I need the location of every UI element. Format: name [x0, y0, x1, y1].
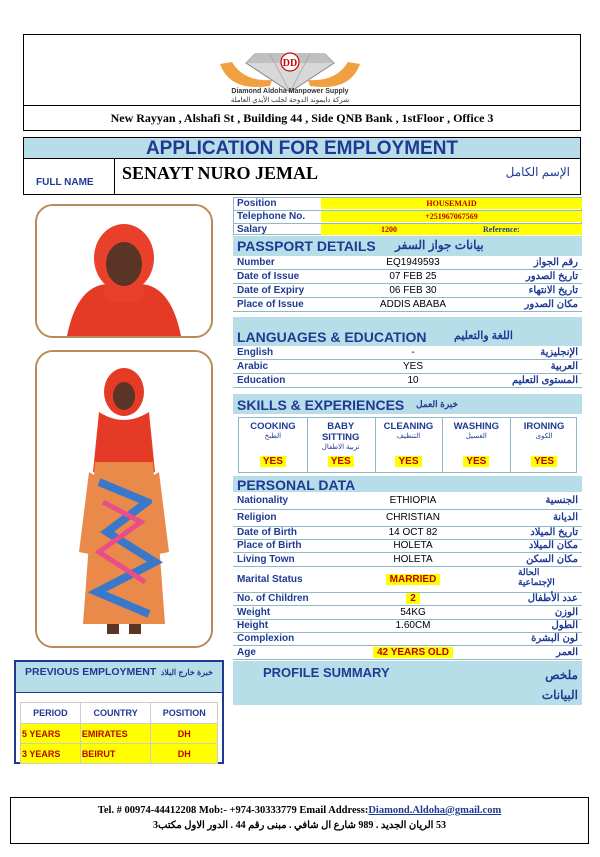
skill-washing: [442, 418, 511, 472]
profile-summary-heading: PROFILE SUMMARY: [263, 665, 390, 680]
personal-living-town-value-text: HOLETA: [393, 554, 433, 565]
footer-address-ar: 53 الريان الجديد . 989 شارع ال شافي . مبنى رقم 44 . الدور الاول مكتب3: [153, 820, 446, 831]
position-label: Position: [237, 198, 277, 209]
languages-heading: [233, 317, 582, 346]
passport-number-label-ar: رقم الجواز: [533, 257, 578, 268]
previous-period-text: 5 YEARS: [22, 728, 61, 739]
lang-english-value-text: -: [411, 347, 415, 358]
lang-arabic-value-text: YES: [402, 361, 423, 372]
personal-living-town-label-ar: مكان السكن: [526, 554, 578, 565]
previous-employment-title: PREVIOUS EMPLOYMENT: [25, 666, 157, 678]
previous-employment-header-row: [21, 703, 218, 724]
previous-period-text: 3 YEARS: [22, 748, 61, 759]
previous-employment-row: [21, 744, 218, 764]
telephone-value-cell: [321, 211, 582, 222]
skill-name-ar: تربية الاطفال: [321, 444, 360, 451]
personal-nationality-label: Nationality: [237, 495, 289, 506]
personal-religion-value: [328, 510, 498, 526]
previous-period: [21, 744, 81, 764]
passport-date-of-issue-value-text: 07 FEB 25: [389, 271, 437, 282]
previous-country-text: EMIRATES: [81, 728, 128, 739]
previous-period: [21, 724, 81, 744]
portrait-image: [37, 206, 211, 336]
skill-value-cell: [442, 451, 510, 469]
personal-marital-status-value: [328, 567, 498, 592]
personal-marital-status-label-ar: الحالة الإجتماعية: [518, 567, 555, 587]
passport-date-of-expiry-value: [328, 284, 498, 297]
personal-living-town-value: [328, 553, 498, 566]
skill-name-ar: الكوى: [535, 433, 553, 440]
skill-baby-sitting: [307, 418, 376, 472]
skill-name-ar: التنظيف: [396, 433, 421, 440]
skill-value-cell: [375, 451, 443, 469]
skill-name: IRONING: [523, 421, 565, 432]
personal-nationality-label-ar: الجنسية: [545, 495, 578, 506]
lang-arabic-label-ar: العربية: [550, 361, 578, 372]
personal-height-value-text: 1.60CM: [395, 620, 431, 631]
skill-value: YES: [395, 456, 421, 467]
personal-date-of-birth-value: [328, 527, 498, 539]
personal-age-value-text: 42 YEARS OLD: [373, 647, 453, 658]
skills-table: [238, 417, 577, 473]
languages-heading-text: LANGUAGES & EDUCATION: [237, 329, 427, 345]
personal-marital-status-row: [233, 567, 582, 593]
previous-country: [80, 724, 151, 744]
full-body-photo: [35, 350, 213, 648]
full-body-image: [37, 352, 211, 646]
application-title-bar: [23, 137, 581, 159]
personal-date-of-birth-row: [233, 527, 582, 540]
personal-age-value: [328, 646, 498, 659]
personal-religion-label-ar: الديانة: [552, 512, 578, 523]
company-address: [23, 105, 581, 131]
personal-height-label-ar: الطول: [551, 620, 578, 631]
personal-age-label-ar: العمر: [556, 647, 578, 658]
passport-number-row: [233, 256, 582, 270]
lang-education-value: [328, 374, 498, 387]
skills-heading: [233, 394, 582, 414]
personal-religion-row: [233, 510, 582, 527]
skills-heading-text: SKILLS & EXPERIENCES: [237, 397, 405, 413]
previous-employment-title-ar: خبرة خارج البلاد: [160, 668, 213, 677]
passport-date-of-issue-label-ar: تاريخ الصدور: [525, 271, 578, 282]
col-country: COUNTRY: [80, 703, 151, 724]
position-value: HOUSEMAID: [426, 199, 477, 208]
portrait-photo: [35, 204, 213, 338]
full-name-row: [23, 159, 581, 195]
skill-name: BABY SITTING: [321, 421, 360, 443]
skill-value-cell: [307, 451, 375, 469]
personal-weight-label: Weight: [237, 607, 271, 618]
passport-date-of-issue-row: [233, 270, 582, 284]
skills-heading-ar: خبرة العمل: [416, 399, 459, 409]
passport-number-value: [328, 256, 498, 269]
previous-position: [151, 724, 218, 744]
lang-education-value-text: 10: [407, 375, 419, 386]
personal-date-of-birth-label: Date of Birth: [237, 527, 297, 538]
personal-heading-text: PERSONAL DATA: [237, 477, 356, 493]
personal-nationality-value-text: ETHIOPIA: [389, 495, 437, 506]
skill-ironing: [510, 418, 578, 472]
footer-email-link[interactable]: Diamond.Aldoha@gmail.com: [368, 805, 502, 816]
personal-place-of-birth-row: [233, 540, 582, 553]
lang-english-label: English: [237, 347, 274, 358]
previous-position-text: DH: [177, 748, 191, 759]
skill-value-cell: [239, 451, 307, 469]
personal-height-row: [233, 620, 582, 633]
languages-heading-ar: اللغة والتعليم: [454, 330, 513, 342]
full-name-label-ar: الإسم الكامل: [505, 165, 570, 179]
passport-date-of-expiry-label-ar: تاريخ الانتهاء: [528, 285, 578, 296]
previous-employment-table: [20, 702, 218, 764]
telephone-row: [233, 210, 582, 224]
lang-education-row: [233, 374, 582, 388]
previous-employment-rows: [21, 724, 218, 764]
personal-religion-label: Religion: [237, 512, 277, 523]
passport-place-of-issue-label-ar: مكان الصدور: [524, 299, 578, 310]
passport-place-of-issue-value-text: ADDIS ABABA: [379, 299, 447, 310]
lang-english-value: [328, 346, 498, 359]
personal-marital-status-value-text: MARRIED: [386, 574, 441, 585]
reference-label: Reference:: [483, 225, 520, 234]
skill-value: YES: [328, 456, 354, 467]
personal-place-of-birth-label-ar: مكان الميلاد: [528, 540, 578, 551]
previous-employment-box: [14, 660, 224, 764]
personal-no-of-children-label-ar: عدد الأطفال: [527, 593, 578, 604]
company-name: Diamond Aldoha Manpower Supply: [231, 88, 349, 95]
skill-name-ar: الغسيل: [465, 433, 487, 440]
personal-no-of-children-row: [233, 593, 582, 606]
passport-date-of-issue-label: Date of Issue: [237, 271, 300, 282]
previous-position-text: DH: [177, 728, 191, 739]
personal-living-town-row: [233, 553, 582, 567]
company-address-text: New Rayyan , Alshafi St , Building 44 , Side QNB Bank , 1stFloor , Office 3: [110, 111, 494, 125]
previous-employment-row: [21, 724, 218, 744]
passport-heading-text: PASSPORT DETAILS: [237, 238, 376, 254]
full-name-divider: [114, 159, 115, 195]
profile-summary-heading-ar: ملخص البيانات: [541, 668, 578, 702]
position-row: [233, 197, 582, 211]
lang-education-label-ar: المستوى التعليم: [512, 375, 578, 386]
passport-number-value-text: EQ1949593: [386, 257, 440, 268]
skill-name: WASHING: [453, 421, 499, 432]
personal-complexion-row: [233, 633, 582, 646]
personal-date-of-birth-value-text: 14 OCT 82: [388, 527, 438, 538]
personal-age-label: Age: [237, 647, 256, 658]
previous-employment-header: [16, 662, 222, 693]
full-name-value: SENAYT NURO JEMAL: [122, 163, 319, 183]
skill-name: CLEANING: [383, 421, 434, 432]
lang-english-label-ar: الإنجليزية: [540, 347, 578, 358]
salary-label: Salary: [237, 224, 268, 235]
personal-heading: [233, 476, 582, 492]
personal-no-of-children-value-text: 2: [406, 593, 420, 604]
salary-value: 1200: [381, 225, 397, 234]
skill-cleaning: [375, 418, 444, 472]
personal-nationality-row: [233, 493, 582, 510]
personal-no-of-children-label: No. of Children: [237, 593, 309, 604]
personal-age-row: [233, 646, 582, 660]
personal-height-label: Height: [237, 620, 269, 631]
personal-height-value: [328, 620, 498, 632]
skill-cooking: [239, 418, 308, 472]
company-name-ar: شركة دايموند الدوحة لجلب الأيدي العاملة: [230, 97, 350, 104]
passport-place-of-issue-row: [233, 298, 582, 312]
personal-date-of-birth-label-ar: تاريخ الميلاد: [530, 527, 578, 538]
lang-education-label: Education: [237, 375, 286, 386]
full-name-label: FULL NAME: [36, 177, 94, 188]
telephone-label: Telephone No.: [237, 211, 306, 222]
personal-weight-value-text: 54KG: [400, 607, 426, 618]
skill-value: YES: [463, 456, 489, 467]
skill-value: YES: [531, 456, 557, 467]
skill-name: COOKING: [250, 421, 296, 432]
lang-arabic-label: Arabic: [237, 361, 269, 372]
personal-place-of-birth-value: [328, 540, 498, 552]
personal-nationality-value: [328, 493, 498, 509]
footer-contact-text: Tel. # 00974-44412208 Mob:- +974-30333779 Email Address:: [97, 805, 369, 816]
passport-date-of-issue-value: [328, 270, 498, 283]
position-value-cell: [321, 198, 582, 209]
page-title: APPLICATION FOR EMPLOYMENT: [145, 138, 459, 159]
passport-number-label: Number: [237, 257, 275, 268]
personal-complexion-label-ar: لون البشرة: [531, 633, 578, 644]
personal-living-town-label: Living Town: [237, 554, 295, 565]
previous-position: [151, 744, 218, 764]
passport-heading: [233, 236, 582, 256]
personal-no-of-children-value: [328, 593, 498, 605]
personal-place-of-birth-value-text: HOLETA: [393, 540, 433, 551]
previous-country-text: BEIRUT: [81, 748, 116, 759]
previous-country: [80, 744, 151, 764]
passport-place-of-issue-label: Place of Issue: [237, 299, 304, 310]
lang-arabic-row: [233, 360, 582, 374]
personal-complexion-label: Complexion: [237, 633, 295, 644]
skill-value: YES: [260, 456, 286, 467]
footer: [10, 797, 589, 844]
passport-date-of-expiry-row: [233, 284, 582, 298]
passport-date-of-expiry-label: Date of Expiry: [237, 285, 305, 296]
skill-value-cell: [510, 451, 578, 469]
personal-marital-status-label: Marital Status: [237, 574, 303, 585]
personal-religion-value-text: CHRISTIAN: [386, 512, 440, 523]
passport-heading-ar: بيانات جواز السفر: [395, 238, 484, 252]
col-position: POSITION: [151, 703, 218, 724]
personal-weight-label-ar: الوزن: [554, 607, 578, 618]
telephone-value: +251967067569: [425, 212, 478, 221]
logo-monogram: DD: [282, 58, 298, 69]
personal-weight-row: [233, 606, 582, 620]
passport-place-of-issue-value: [328, 298, 498, 311]
lang-english-row: [233, 346, 582, 360]
passport-date-of-expiry-value-text: 06 FEB 30: [389, 285, 437, 296]
salary-value-cell: [321, 224, 582, 235]
salary-row: [233, 223, 582, 237]
personal-weight-value: [328, 606, 498, 619]
profile-summary-box: [233, 661, 582, 705]
col-period: PERIOD: [21, 703, 81, 724]
footer-contact: [11, 805, 588, 816]
skill-name-ar: الطبخ: [264, 433, 282, 440]
personal-place-of-birth-label: Place of Birth: [237, 540, 302, 551]
lang-arabic-value: [328, 360, 498, 373]
